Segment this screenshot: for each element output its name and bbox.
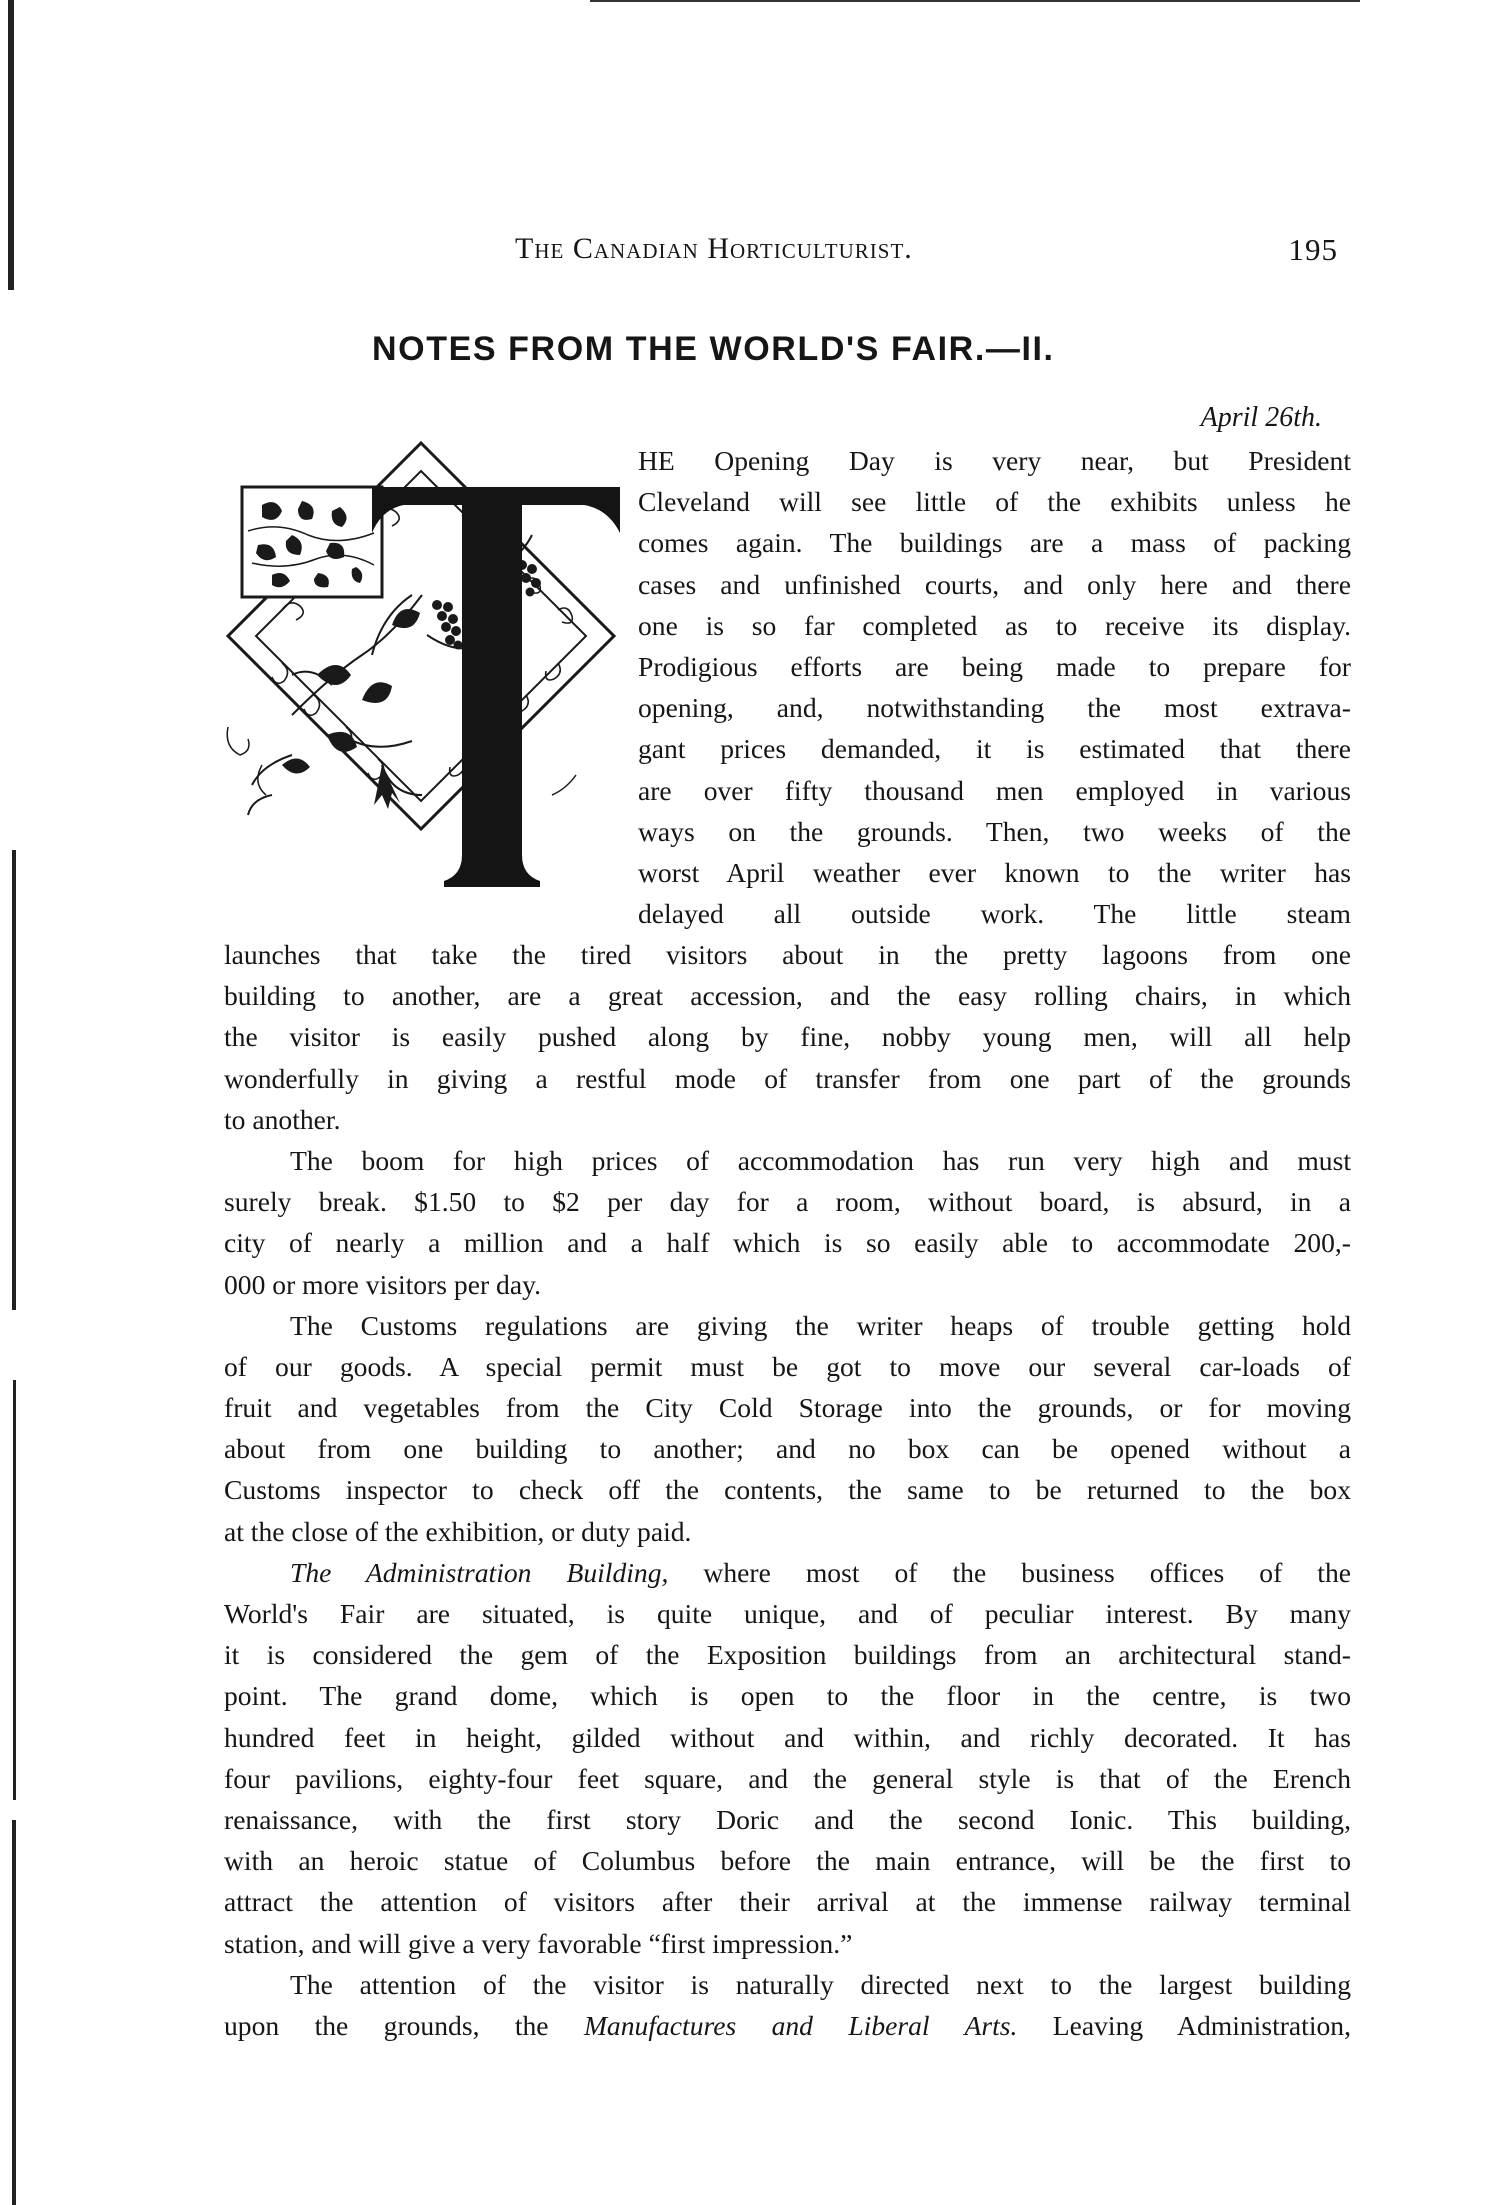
journal-title: The Canadian Horticulturist.	[515, 232, 913, 265]
text-segment: upon the grounds, the	[224, 2009, 584, 2041]
text-line: attract the attention of visitors after their arrival at the immense railway terminal	[224, 1886, 1351, 1918]
paragraph-4	[224, 1552, 1351, 1964]
text-line: to another.	[224, 1103, 341, 1135]
running-head	[515, 232, 1350, 272]
paragraph-2	[224, 1140, 1351, 1305]
text-line: cases and unfinished courts, and only here and there	[638, 568, 1351, 600]
dateline: April 26th.	[1200, 402, 1322, 433]
intro-wrapped-text	[638, 440, 1351, 934]
text-line	[224, 2005, 1351, 2046]
text-line: ways on the grounds. Then, two weeks of the	[638, 815, 1351, 847]
text-line: are over fifty thousand men employed in various	[638, 774, 1351, 806]
scan-gutter-mark	[12, 1820, 16, 2205]
article-body	[224, 934, 1351, 2046]
text-line: 000 or more visitors per day.	[224, 1268, 542, 1300]
text-line: comes again. The buildings are a mass of packing	[638, 527, 1351, 559]
text-line: at the close of the exhibition, or duty paid.	[224, 1515, 692, 1547]
text-line: delayed all outside work. The little steam	[638, 898, 1351, 930]
text-segment: where most of the business offices of the	[668, 1556, 1351, 1588]
text-line: city of nearly a million and a half which is so easily able to accommodate 200,-	[224, 1227, 1351, 1259]
text-line: The Customs regulations are giving the writer heaps of trouble getting hold	[290, 1309, 1351, 1341]
text-line: launches that take the tired visitors about in the pretty lagoons from one	[224, 939, 1351, 970]
text-line: HE Opening Day is very near, but President	[638, 445, 1351, 476]
text-line: about from one building to another; and no box can be opened without a	[224, 1433, 1351, 1465]
text-line: Prodigious efforts are being made to prepare for	[638, 650, 1351, 682]
text-line: World's Fair are situated, is quite unique, and of peculiar interest. By many	[224, 1598, 1351, 1629]
text-line: gant prices demanded, it is estimated that there	[638, 733, 1351, 765]
scan-gutter-mark	[13, 1380, 16, 1800]
text-line: one is so far completed as to receive its display.	[638, 609, 1351, 641]
text-line: renaissance, with the first story Doric and the second Ionic. This building,	[224, 1803, 1351, 1835]
paragraph-3	[224, 1305, 1351, 1552]
text-line	[224, 1552, 1351, 1593]
scan-gutter-mark	[8, 0, 14, 290]
text-line: Cleveland will see little of the exhibits unless he	[638, 486, 1351, 518]
text-line: hundred feet in height, gilded without and within, and richly decorated. It has	[224, 1721, 1351, 1753]
text-line: the visitor is easily pushed along by fine, nobby young men, will all help	[224, 1021, 1351, 1053]
article-title: NOTES FROM THE WORLD'S FAIR.—II.	[372, 330, 1055, 368]
page-number: 195	[1288, 232, 1338, 267]
scan-top-rule	[590, 0, 1360, 2]
text-line: point. The grand dome, which is open to the floor in the centre, is two	[224, 1680, 1351, 1712]
paragraph-5	[224, 1964, 1351, 2046]
building-name-italic: The Administration Building,	[290, 1556, 669, 1588]
text-line: four pavilions, eighty-four feet square, and the general style is that of the Erench	[224, 1762, 1351, 1794]
scan-gutter-mark	[12, 850, 16, 1310]
text-line: The attention of the visitor is naturally directed next to the largest building	[290, 1968, 1351, 2000]
text-line: The boom for high prices of accommodation has run very high and must	[290, 1144, 1351, 1176]
text-line: with an heroic statue of Columbus before the main entrance, will be the first to	[224, 1845, 1351, 1877]
text-line: it is considered the gem of the Exposition buildings from an architectural stand-	[224, 1639, 1351, 1671]
text-line: surely break. $1.50 to $2 per day for a room, without board, is absurd, in a	[224, 1186, 1351, 1218]
ornamental-drop-cap-illustration	[222, 435, 620, 911]
text-line: worst April weather ever known to the writer has	[638, 856, 1351, 888]
text-line: fruit and vegetables from the City Cold Storage into the grounds, or for moving	[224, 1392, 1351, 1424]
text-segment: Leaving Administration,	[1017, 2009, 1351, 2041]
paragraph-1-continuation	[224, 934, 1351, 1140]
text-line: opening, and, notwithstanding the most extrava-	[638, 692, 1351, 724]
text-line: Customs inspector to check off the contents, the same to be returned to the box	[224, 1474, 1351, 1506]
text-line: of our goods. A special permit must be got to move our several car-loads of	[224, 1350, 1351, 1382]
building-name-italic: Manufactures and Liberal Arts.	[583, 2009, 1018, 2041]
text-line: wonderfully in giving a restful mode of transfer from one part of the grounds	[224, 1062, 1351, 1094]
text-line: building to another, are a great accession, and the easy rolling chairs, in which	[224, 980, 1351, 1012]
text-line: station, and will give a very favorable “first impression.”	[224, 1927, 853, 1959]
